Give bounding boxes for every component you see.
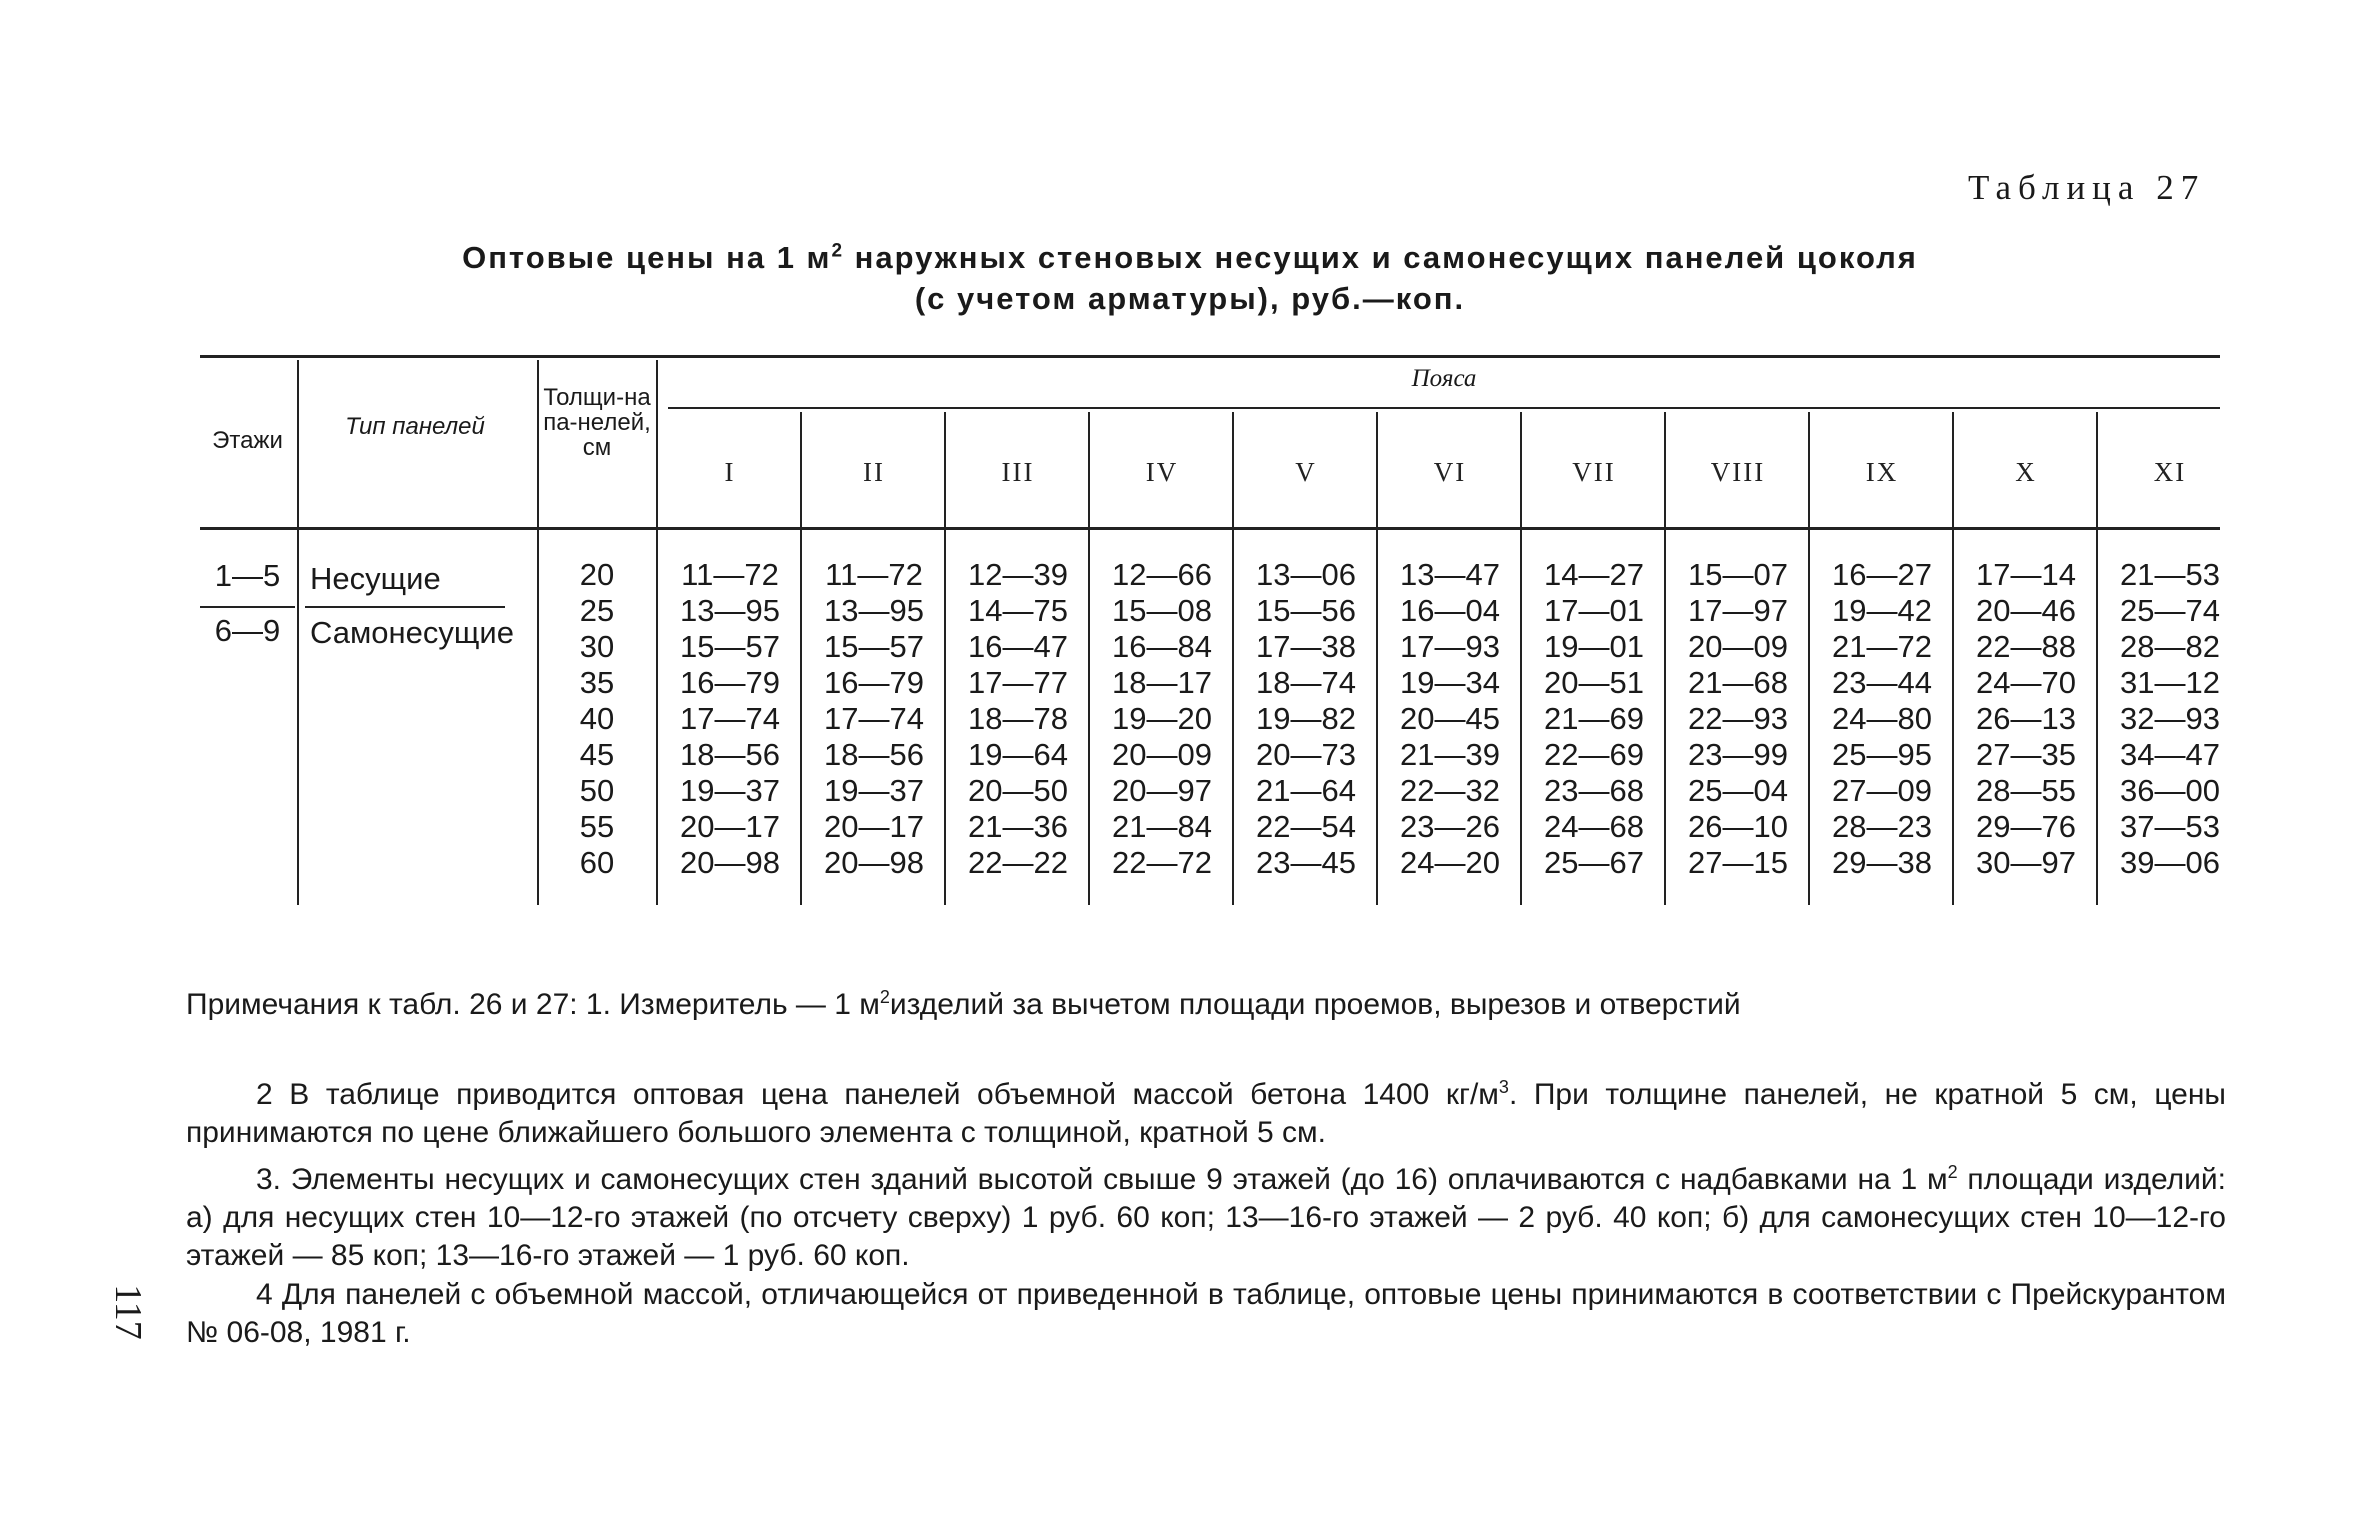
price-cell: 17—77 xyxy=(968,665,1068,700)
price-cell: 22—72 xyxy=(1112,845,1212,880)
floors-divider xyxy=(200,606,295,608)
price-cell: 15—08 xyxy=(1112,593,1212,628)
table-title: Оптовые цены на 1 $м^2$ наружных стеновых несущих и самонесущих панелей цоколя xyxy=(462,240,1918,275)
price-cell: 29—38 xyxy=(1832,845,1932,880)
price-cell: 16—04 xyxy=(1400,593,1500,628)
price-cell: 18—56 xyxy=(680,737,780,772)
price-cell: 23—26 xyxy=(1400,809,1500,844)
price-cell: 22—54 xyxy=(1256,809,1356,844)
panel-type-self-bearing: Самонесущие xyxy=(310,615,514,650)
price-cell: 23—68 xyxy=(1544,773,1644,808)
price-cell: 21—53 xyxy=(2120,557,2220,592)
zone-9-prices xyxy=(1812,557,1952,881)
floors-range-2: 6—9 xyxy=(214,613,281,648)
zone-header-8: VIII xyxy=(1710,457,1766,487)
price-cell: 29—76 xyxy=(1976,809,2076,844)
price-cell: 18—78 xyxy=(968,701,1068,736)
price-cell: 39—06 xyxy=(2120,845,2220,880)
price-cell: 16—79 xyxy=(680,665,780,700)
col-line-5 xyxy=(944,412,946,905)
price-cell: 16—79 xyxy=(824,665,924,700)
table-subtitle: (с учетом арматуры), руб.—коп. xyxy=(914,281,1466,316)
price-cell: 22—88 xyxy=(1976,629,2076,664)
price-cell: 19—34 xyxy=(1400,665,1500,700)
price-cell: 17—74 xyxy=(680,701,780,736)
note-3: 3. Элементы несущих и самонесущих стен зданий высотой свыше 9 этажей (до 16) оплачиваются с надбавками на 1 $м^2$ площади изделий: а) для несущих стен 10—12-го этажей (по отсчету сверху) 1 руб. 60 коп; 13—16-го этажей — 2 руб. 40 коп; б) для самонесущих стен 10—12-го этажей — 85 коп; 13—16-го этажей — 1 руб. 60 коп. xyxy=(186,1162,2227,1272)
header-bottom-rule xyxy=(200,527,2220,530)
zone-header-4: IV xyxy=(1145,457,1179,487)
price-cell: 15—07 xyxy=(1688,557,1788,592)
col-line-1 xyxy=(297,360,299,905)
price-cell: 11—72 xyxy=(681,557,779,592)
price-cell: 24—70 xyxy=(1976,665,2076,700)
price-cell: 25—74 xyxy=(2120,593,2220,628)
price-cell: 21—64 xyxy=(1256,773,1356,808)
price-cell: 19—37 xyxy=(680,773,780,808)
price-cell: 22—22 xyxy=(968,845,1068,880)
price-cell: 30—97 xyxy=(1976,845,2076,880)
price-cell: 20—50 xyxy=(968,773,1068,808)
price-cell: 27—15 xyxy=(1688,845,1788,880)
col-line-7 xyxy=(1232,412,1234,905)
price-cell: 16—47 xyxy=(968,629,1068,664)
col-line-8 xyxy=(1376,412,1378,905)
table-top-rule xyxy=(200,355,2220,358)
price-cell: 32—93 xyxy=(2120,701,2220,736)
price-cell: 21—84 xyxy=(1112,809,1212,844)
zone-11-prices xyxy=(2100,557,2240,881)
price-cell: 13—95 xyxy=(680,593,780,628)
price-cell: 25—04 xyxy=(1688,773,1788,808)
price-cell: 20—17 xyxy=(680,809,780,844)
price-cell: 14—27 xyxy=(1544,557,1644,592)
col-line-10 xyxy=(1664,412,1666,905)
thickness-cell: 60 xyxy=(579,845,615,880)
header-panel-type: Тип панелей xyxy=(345,413,485,440)
price-cell: 21—69 xyxy=(1544,701,1644,736)
price-cell: 21—68 xyxy=(1688,665,1788,700)
zone-header-2: II xyxy=(863,457,885,487)
price-cell: 22—69 xyxy=(1544,737,1644,772)
thickness-cell: 30 xyxy=(579,629,615,664)
price-cell: 23—44 xyxy=(1832,665,1932,700)
panel-type-bearing: Несущие xyxy=(310,561,441,596)
price-cell: 21—36 xyxy=(968,809,1068,844)
price-cell: 34—47 xyxy=(2120,737,2220,772)
price-cell: 15—57 xyxy=(680,629,780,664)
price-cell: 21—39 xyxy=(1400,737,1500,772)
price-cell: 18—56 xyxy=(824,737,924,772)
price-cell: 12—39 xyxy=(968,557,1068,592)
price-cell: 14—75 xyxy=(968,593,1068,628)
zone-header-6: VI xyxy=(1433,457,1467,487)
price-cell: 17—97 xyxy=(1688,593,1788,628)
price-cell: 28—82 xyxy=(2120,629,2220,664)
price-cell: 15—57 xyxy=(824,629,924,664)
price-cell: 17—01 xyxy=(1544,593,1644,628)
price-cell: 20—73 xyxy=(1256,737,1356,772)
header-thickness: Толщи-на па-нелей, см xyxy=(543,384,651,461)
price-cell: 16—84 xyxy=(1112,629,1212,664)
price-cell: 26—13 xyxy=(1976,701,2076,736)
zone-1-prices xyxy=(660,557,800,881)
price-cell: 31—12 xyxy=(2120,665,2220,700)
price-cell: 24—68 xyxy=(1544,809,1644,844)
price-cell: 12—66 xyxy=(1112,557,1212,592)
zone-header-3: III xyxy=(1001,457,1035,487)
col-line-12 xyxy=(1952,412,1954,905)
price-cell: 17—14 xyxy=(1976,557,2076,592)
thickness-cell: 50 xyxy=(579,773,615,808)
price-cell: 26—10 xyxy=(1688,809,1788,844)
price-cell: 17—74 xyxy=(824,701,924,736)
price-cell: 22—32 xyxy=(1400,773,1500,808)
zone-3-prices xyxy=(948,557,1088,881)
price-cell: 25—95 xyxy=(1832,737,1932,772)
thickness-cell: 35 xyxy=(579,665,615,700)
note-1: Примечания к табл. 26 и 27: 1. Измеритель — 1 $м^2изделий$ за вычетом площади проемов, вырезов и отверстий xyxy=(186,987,1741,1021)
price-cell: 20—98 xyxy=(824,845,924,880)
price-cell: 18—17 xyxy=(1112,665,1212,700)
price-cell: 20—46 xyxy=(1976,593,2076,628)
col-line-9 xyxy=(1520,412,1522,905)
header-floors: Этажи xyxy=(212,427,283,454)
price-cell: 23—45 xyxy=(1256,845,1356,880)
price-cell: 21—72 xyxy=(1832,629,1932,664)
price-cell: 13—06 xyxy=(1256,557,1356,592)
zone-header-5: V xyxy=(1295,457,1317,487)
col-line-11 xyxy=(1808,412,1810,905)
zone-7-prices xyxy=(1524,557,1664,881)
price-cell: 20—98 xyxy=(680,845,780,880)
price-cell: 37—53 xyxy=(2120,809,2220,844)
col-line-4 xyxy=(800,412,802,905)
type-divider xyxy=(305,606,505,608)
price-cell: 23—99 xyxy=(1688,737,1788,772)
price-cell: 11—72 xyxy=(825,557,923,592)
price-cell: 25—67 xyxy=(1544,845,1644,880)
zone-5-prices xyxy=(1236,557,1376,881)
zone-header-10: X xyxy=(2015,457,2037,487)
price-cell: 27—35 xyxy=(1976,737,2076,772)
price-cell: 27—09 xyxy=(1832,773,1932,808)
price-cell: 20—97 xyxy=(1112,773,1212,808)
price-cell: 19—37 xyxy=(824,773,924,808)
price-cell: 24—80 xyxy=(1832,701,1932,736)
table-label: Таблица 27 xyxy=(1968,168,2206,207)
price-cell: 17—93 xyxy=(1400,629,1500,664)
thickness-cell: 20 xyxy=(579,557,615,592)
thickness-cell: 40 xyxy=(579,701,615,736)
thickness-cell: 45 xyxy=(579,737,615,772)
price-cell: 19—82 xyxy=(1256,701,1356,736)
zone-header-9: IX xyxy=(1865,457,1899,487)
price-cell: 19—01 xyxy=(1544,629,1644,664)
price-cell: 24—20 xyxy=(1400,845,1500,880)
price-cell: 16—27 xyxy=(1832,557,1932,592)
floors-range-1: 1—5 xyxy=(214,558,281,593)
zone-header-7: VII xyxy=(1572,457,1616,487)
price-cell: 28—55 xyxy=(1976,773,2076,808)
note-2: 2 В таблице приводится оптовая цена панелей объемной массой бетона 1400 $кг/м^3$. При толщине панелей, не кратной 5 см, цены принимаются по цене ближайшего большого элемента с толщиной, кратной 5 см. xyxy=(186,1077,2226,1149)
price-cell: 22—93 xyxy=(1688,701,1788,736)
note-4: 4 Для панелей с объемной массой, отличающейся от приведенной в таблице, оптовые цены принимаются в соответствии с Прейскурантом № 06-08, 1981 г. xyxy=(186,1278,2226,1349)
price-cell: 13—47 xyxy=(1400,557,1500,592)
price-cell: 18—74 xyxy=(1256,665,1356,700)
price-cell: 20—45 xyxy=(1400,701,1500,736)
price-cell: 15—56 xyxy=(1256,593,1356,628)
price-cell: 17—38 xyxy=(1256,629,1356,664)
zone-6-prices xyxy=(1380,557,1520,881)
thickness-column xyxy=(545,557,649,881)
zone-2-prices xyxy=(804,557,944,881)
zone-header-1: I xyxy=(724,457,736,487)
zone-header-11: XI xyxy=(2153,457,2187,487)
price-cell: 19—64 xyxy=(968,737,1068,772)
col-line-2 xyxy=(537,360,539,905)
zone-10-prices xyxy=(1956,557,2096,881)
col-line-3 xyxy=(656,360,658,905)
price-cell: 36—00 xyxy=(2120,773,2220,808)
zone-8-prices xyxy=(1668,557,1808,881)
price-cell: 19—42 xyxy=(1832,593,1932,628)
price-cell: 20—51 xyxy=(1544,665,1644,700)
thickness-cell: 55 xyxy=(579,809,615,844)
header-zones: Пояса xyxy=(1411,365,1477,392)
price-cell: 20—17 xyxy=(824,809,924,844)
price-cell: 28—23 xyxy=(1832,809,1932,844)
col-line-6 xyxy=(1088,412,1090,905)
zone-4-prices xyxy=(1092,557,1232,881)
price-cell: 13—95 xyxy=(824,593,924,628)
col-line-13 xyxy=(2096,412,2098,905)
thickness-cell: 25 xyxy=(579,593,615,628)
price-cell: 19—20 xyxy=(1112,701,1212,736)
price-cell: 20—09 xyxy=(1688,629,1788,664)
zones-rule xyxy=(668,407,2220,409)
price-cell: 20—09 xyxy=(1112,737,1212,772)
page-number: 117 xyxy=(106,1284,149,1340)
